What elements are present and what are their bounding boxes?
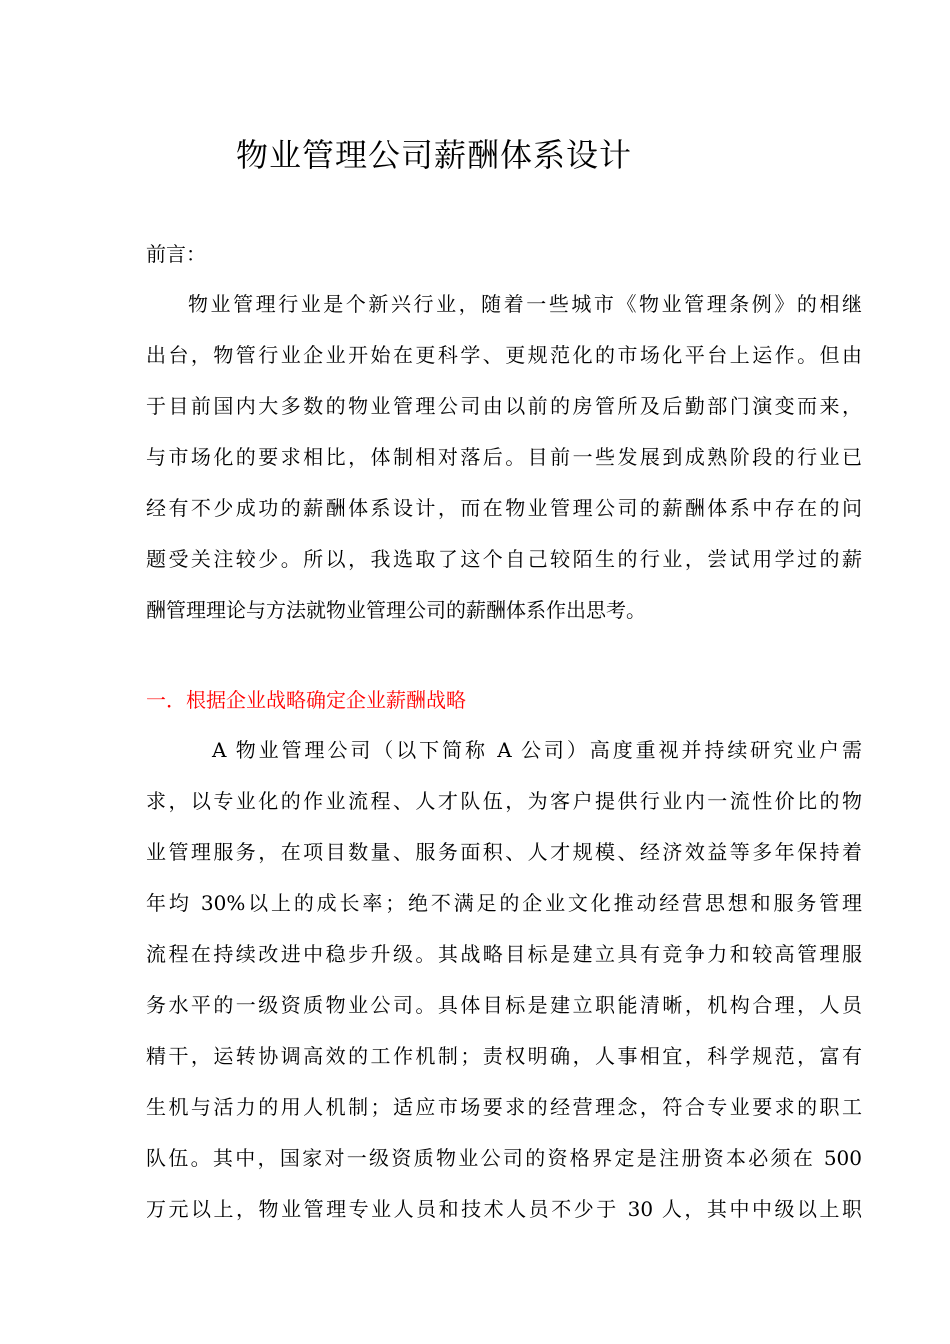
preface-line-5: 经有不少成功的薪酬体系设计，而在物业管理公司的薪酬体系中存在的问 <box>146 496 862 520</box>
preface-line-1: 物业管理行业是个新兴行业，随着一些城市《物业管理条例》的相继 <box>188 292 862 316</box>
section-heading: 一．根据企业战略确定企业薪酬战略 <box>146 688 466 712</box>
preface-line-4: 与市场化的要求相比，体制相对落后。目前一些发展到成熟阶段的行业已 <box>146 445 862 469</box>
section-line-2: 求，以专业化的作业流程、人才队伍，为客户提供行业内一流性价比的物 <box>146 789 862 813</box>
preface-paragraph <box>146 290 862 647</box>
preface-line-2: 出台，物管行业企业开始在更科学、更规范化的市场化平台上运作。但由 <box>146 343 862 367</box>
section-line-9: 队伍。其中，国家对一级资质物业公司的资格界定是注册资本必须在 500 <box>146 1146 862 1170</box>
section-line-3: 业管理服务，在项目数量、服务面积、人才规模、经济效益等多年保持着 <box>146 840 862 864</box>
section-line-1: A 物业管理公司（以下简称 A 公司）高度重视并持续研究业户需 <box>212 738 862 762</box>
section-paragraph <box>146 736 862 1246</box>
preface-line-3: 于目前国内大多数的物业管理公司由以前的房管所及后勤部门演变而来， <box>146 394 862 418</box>
section-line-10: 万元以上，物业管理专业人员和技术人员不少于 30 人，其中中级以上职 <box>146 1197 862 1221</box>
section-line-8: 生机与活力的用人机制；适应市场要求的经营理念，符合专业要求的职工 <box>146 1095 862 1119</box>
document-title: 物业管理公司薪酬体系设计 <box>236 136 633 174</box>
section-line-7: 精干，运转协调高效的工作机制；责权明确，人事相宜，科学规范，富有 <box>146 1044 862 1068</box>
section-line-6: 务水平的一级资质物业公司。具体目标是建立职能清晰，机构合理，人员 <box>146 993 862 1017</box>
preface-line-7: 酬管理理论与方法就物业管理公司的薪酬体系作出思考。 <box>146 598 646 622</box>
section-line-5: 流程在持续改进中稳步升级。其战略目标是建立具有竞争力和较高管理服 <box>146 942 862 966</box>
preface-line-6: 题受关注较少。所以，我选取了这个自己较陌生的行业，尝试用学过的薪 <box>146 547 862 571</box>
section-line-4: 年均 30%以上的成长率；绝不满足的企业文化推动经营思想和服务管理 <box>146 891 862 915</box>
preface-label: 前言： <box>146 242 206 266</box>
